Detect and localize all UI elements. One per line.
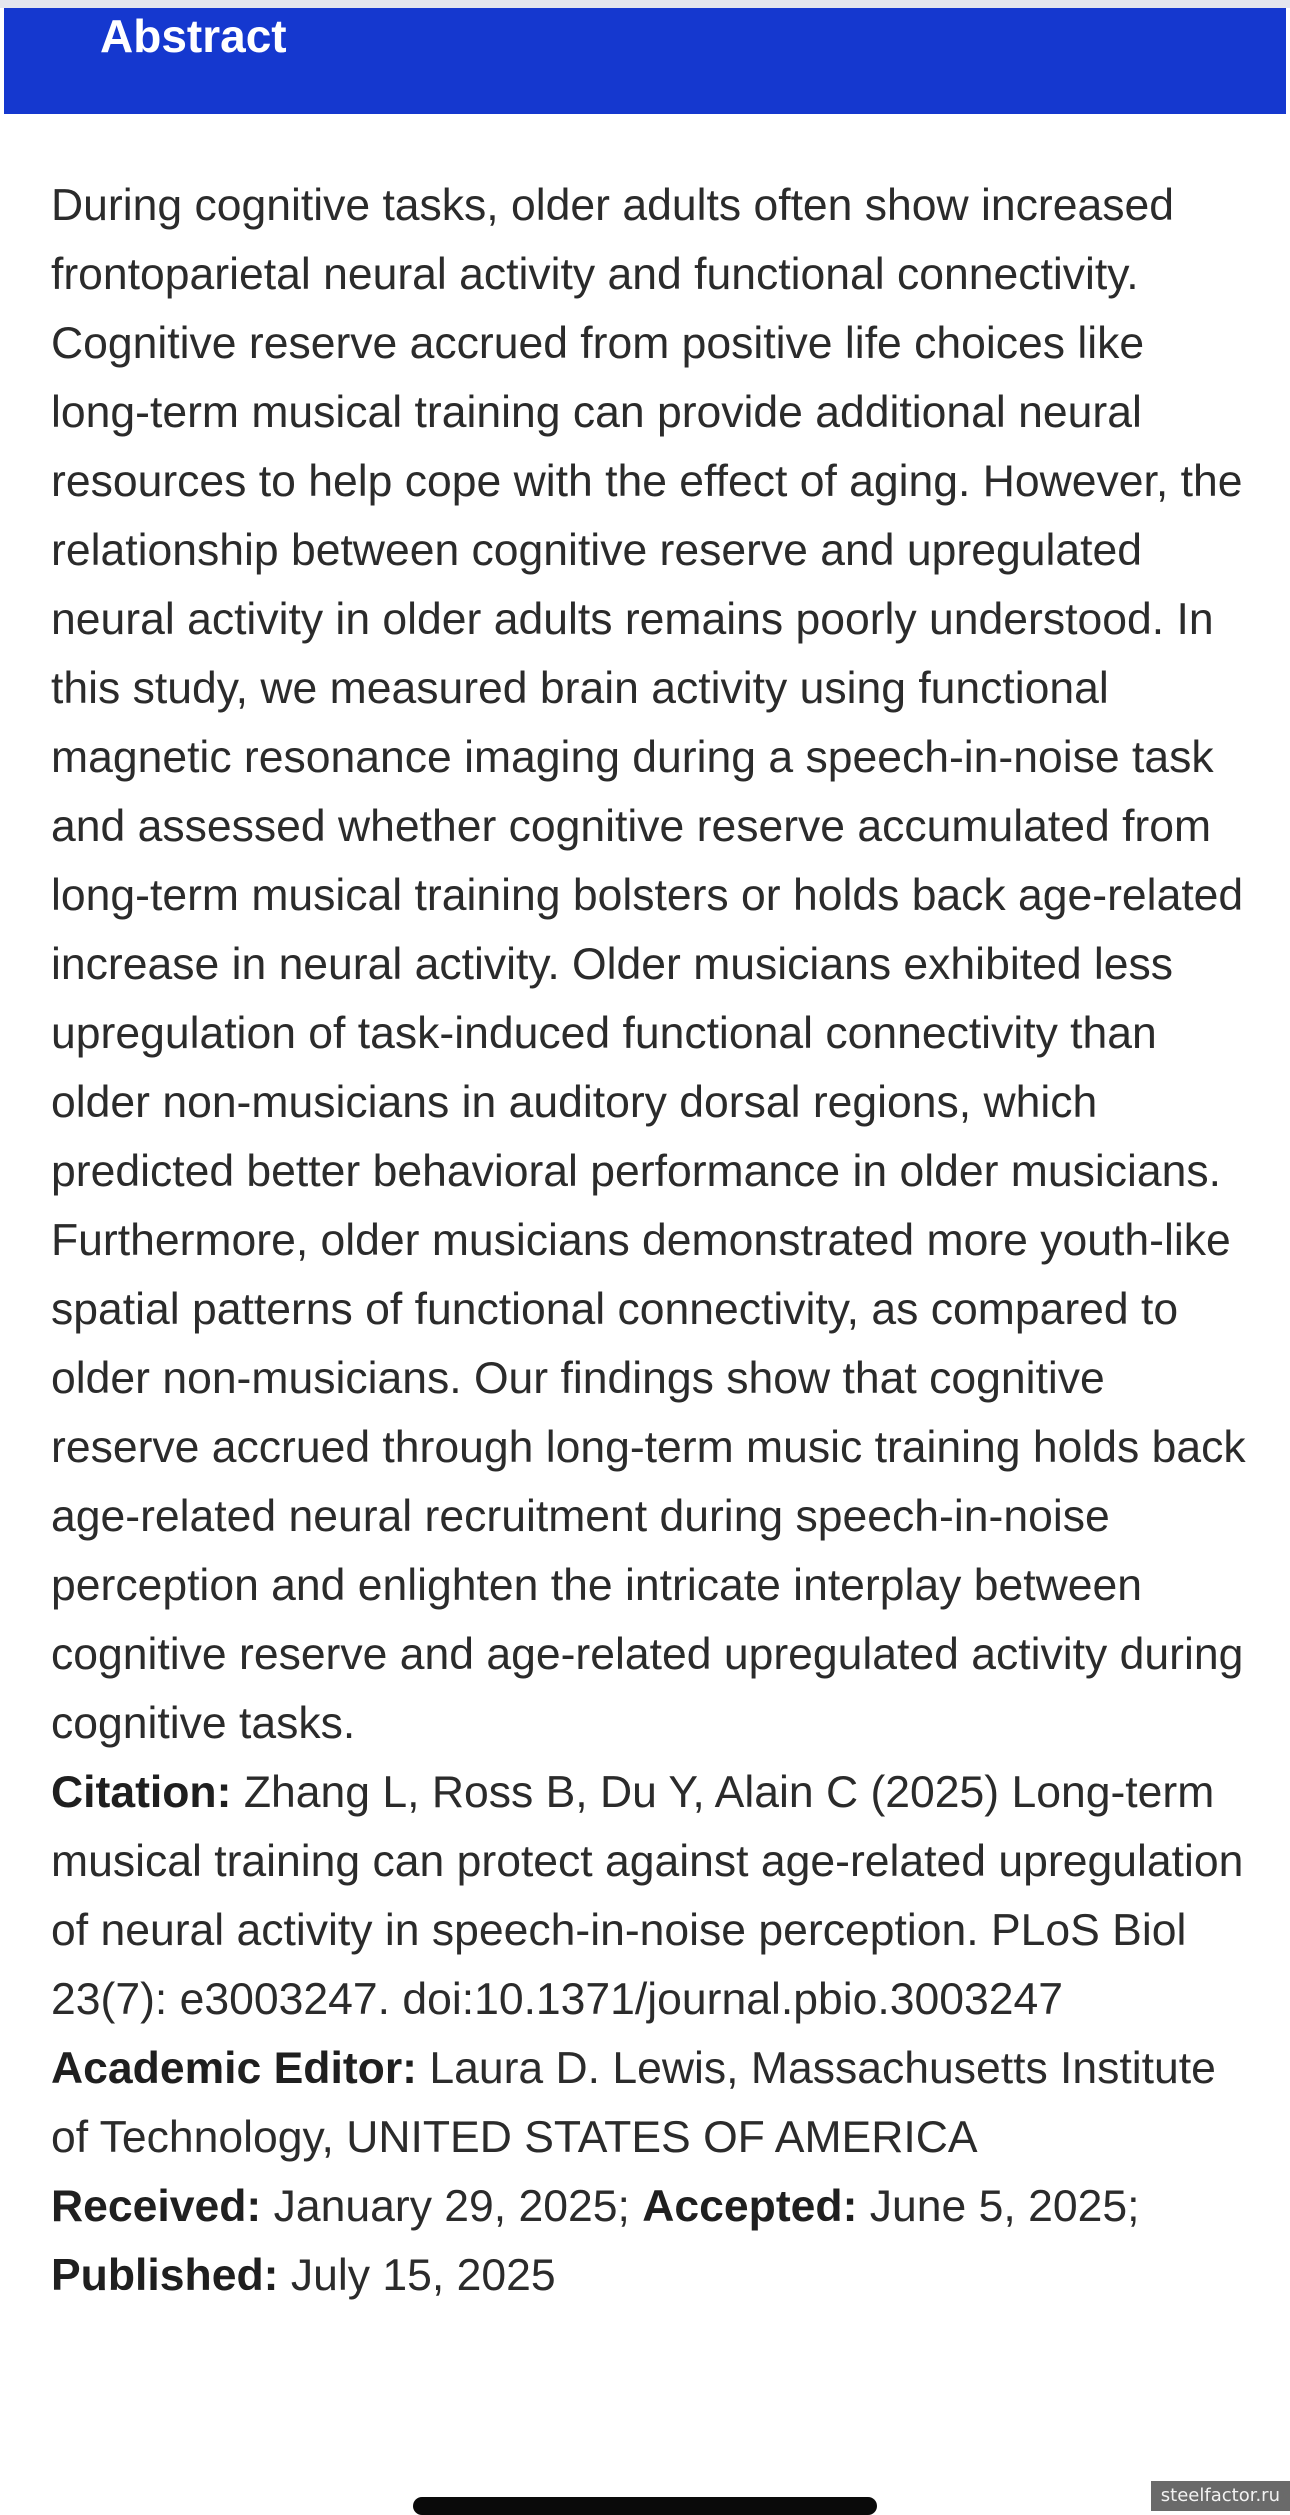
academic-editor-block [51, 2034, 1251, 2172]
watermark: steelfactor.ru [1151, 2481, 1290, 2511]
published-label: Published: [51, 2251, 279, 2300]
article-content [51, 171, 1251, 2310]
home-indicator[interactable] [413, 2497, 877, 2515]
accepted-date: June 5, 2025; [869, 2182, 1140, 2231]
abstract-paragraph: During cognitive tasks, older adults often show increased frontoparietal neural activity and functional connectivity. Cognitive reserve accrued from positive life choices like long-term musical training can provide additional neural resources to help cope with the effect of aging. However, the relationship between cognitive reserve and upregulated neural activity in older adults remains poorly understood. In this study, we measured brain activity using functional magnetic resonance imaging during a speech-in-noise task and assessed whether cognitive reserve accumulated from long-term musical training bolsters or holds back age-related increase in neural activity. Older musicians exhibited less upregulation of task-induced functional connectivity than older non-musicians in auditory dorsal regions, which predicted better behavioral performance in older musicians. Furthermore, older musicians demonstrated more youth-like spatial patterns of functional connectivity, as compared to older non-musicians. Our findings show that cognitive reserve accrued through long-term music training holds back age-related neural recruitment during speech-in-noise perception and enlighten the intricate interplay between cognitive reserve and age-related upregulated activity during cognitive tasks. [51, 181, 1246, 1748]
accepted-label: Accepted: [642, 2182, 858, 2231]
abstract-heading: Abstract [100, 10, 287, 62]
academic-editor-label: Academic Editor: [51, 2044, 417, 2093]
received-label: Received: [51, 2182, 262, 2231]
received-date: January 29, 2025; [273, 2182, 630, 2231]
citation-label: Citation: [51, 1768, 232, 1817]
dates-block [51, 2172, 1251, 2310]
citation-block [51, 1758, 1251, 2034]
citation-text: Zhang L, Ross B, Du Y, Alain C (2025) Long-term musical training can protect against age-related upregulation of neural activity in speech-in-noise perception. PLoS Biol 23(7): e3003247. doi:10.1371/journal.pbio.3003247 [51, 1768, 1244, 2024]
top-strip [0, 0, 1290, 8]
published-date: July 15, 2025 [290, 2251, 556, 2300]
abstract-header-bar [4, 8, 1286, 114]
academic-editor-text: Laura D. Lewis, Massachusetts Institute of Technology, UNITED STATES OF AMERICA [51, 2044, 1216, 2162]
